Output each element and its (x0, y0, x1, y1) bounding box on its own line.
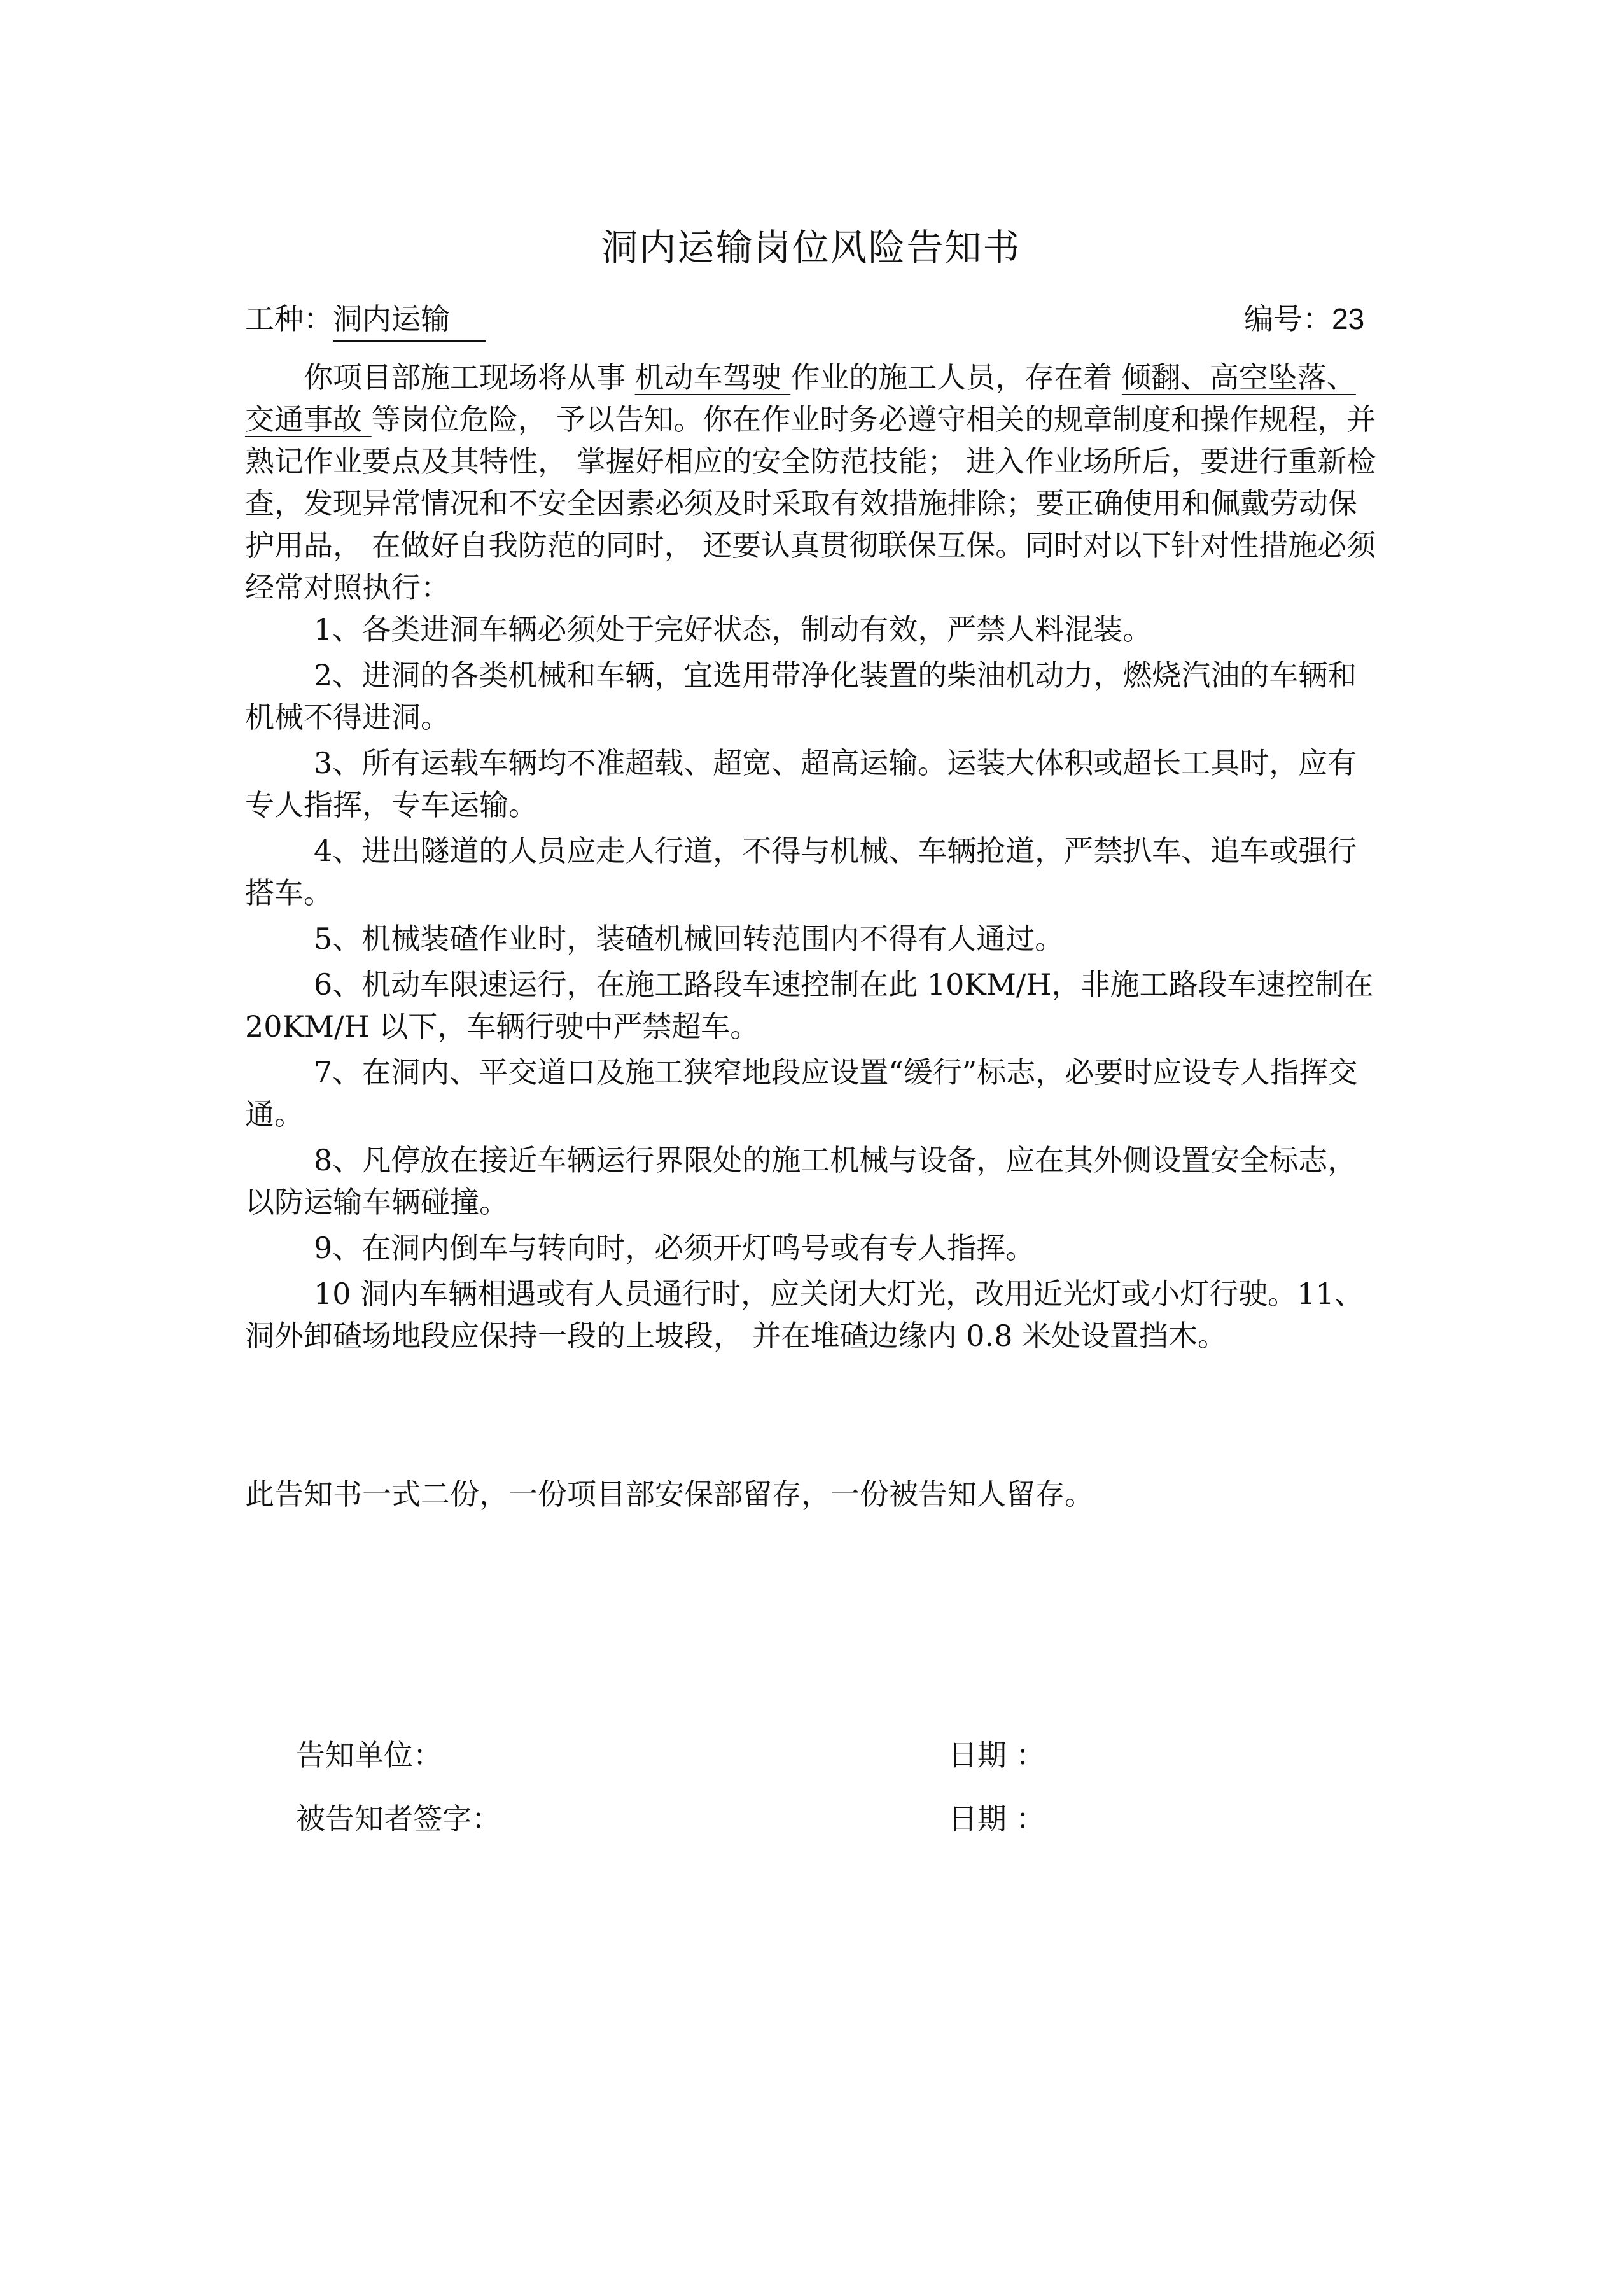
job-type-label: 工种： (245, 302, 333, 336)
document-number-label: 编号： (1244, 302, 1332, 336)
intro-paragraph (245, 356, 1384, 608)
document-number-value: 23 (1332, 302, 1365, 335)
document-title: 洞内运输岗位风险告知书 (601, 226, 1021, 269)
hazards-underlined-b: 落、交通事故 (245, 360, 1356, 437)
date-label-1: 日期 ： (948, 1738, 1045, 1772)
hazards-underlined-a: 倾翻、高空坠 (1121, 360, 1297, 395)
measure-item: 8、凡停放在接近车辆运行界限处的施工机械与设备，应在其外侧设置安全标志，以防运输车辆碰撞。 (245, 1143, 1357, 1219)
job-type-value: 洞内运输 (333, 296, 486, 342)
measure-item: 6、机动车限速运行，在施工路段车速控制在此 10KM/H，非施工路段车速控制在 20KM/H 以下，车辆行驶中严禁超车。 (245, 967, 1374, 1044)
measure-item: 4、进出隧道的人员应走人行道，不得与机械、车辆抢道，严禁扒车、追车或强行搭车。 (245, 834, 1357, 910)
measure-item: 1、各类进洞车辆必须处于完好状态，制动有效，严禁人料混装。 (314, 612, 1152, 647)
intro-text-1: 你项目部施工现场将从事 (304, 360, 635, 395)
measure-item: 7、在洞内、平交道口及施工狭窄地段应设置“缓行”标志，必要时应设专人指挥交通。 (245, 1055, 1358, 1131)
intro-text-2: 作业的施工人员，存在着 (790, 360, 1122, 395)
measure-item: 10 洞内车辆相遇或有人员通行时，应关闭大灯光，改用近光灯或小灯行驶。11、 洞外卸碴场地段应保持一段的上坡段， 并在堆碴边缘内 0.8 米处设置挡木。 (245, 1277, 1364, 1353)
copies-note: 此告知书一式二份，一份项目部安保部留存，一份被告知人留存。 (245, 1477, 1094, 1511)
work-type-underlined: 机动车驾驶 (634, 360, 791, 395)
measure-item: 2、进洞的各类机械和车辆，宜选用带净化装置的柴油机动力，燃烧汽油的车辆和机械不得进洞。 (245, 658, 1357, 734)
document-body (245, 356, 1384, 1361)
signer-label: 被告知者签字： (296, 1802, 501, 1836)
measure-item: 3、所有运载车辆均不准超载、超宽、超高运输。运装大体积或超长工具时，应有专人指挥，专车运输。 (245, 746, 1357, 822)
measure-item: 5、机械装碴作业时，装碴机械回转范围内不得有人通过。 (314, 921, 1065, 956)
notifying-unit-label: 告知单位： (296, 1738, 442, 1772)
measure-item: 9、在洞内倒车与转向时，必须开灯鸣号或有专人指挥。 (314, 1231, 1035, 1265)
document-number (1244, 296, 1364, 338)
date-label-2: 日期 ： (948, 1802, 1045, 1836)
intro-text-3: 等岗位危险， 予以告知。你在作业时务必遵守相关的规章制度和操作规程，并熟记作业要点及其特性， 掌握好相应的安全防范技能； 进入作业场所后，要进行重新检查，发现异常情况和不安全因素必须及时采取有效措施排除；要正确使用和佩戴劳动保护用品， 在做好自我防范的同时， 还要认真贯彻联保互保。同时对以下针对性措施必须经常对照执行： (245, 402, 1376, 605)
job-type (245, 296, 486, 342)
